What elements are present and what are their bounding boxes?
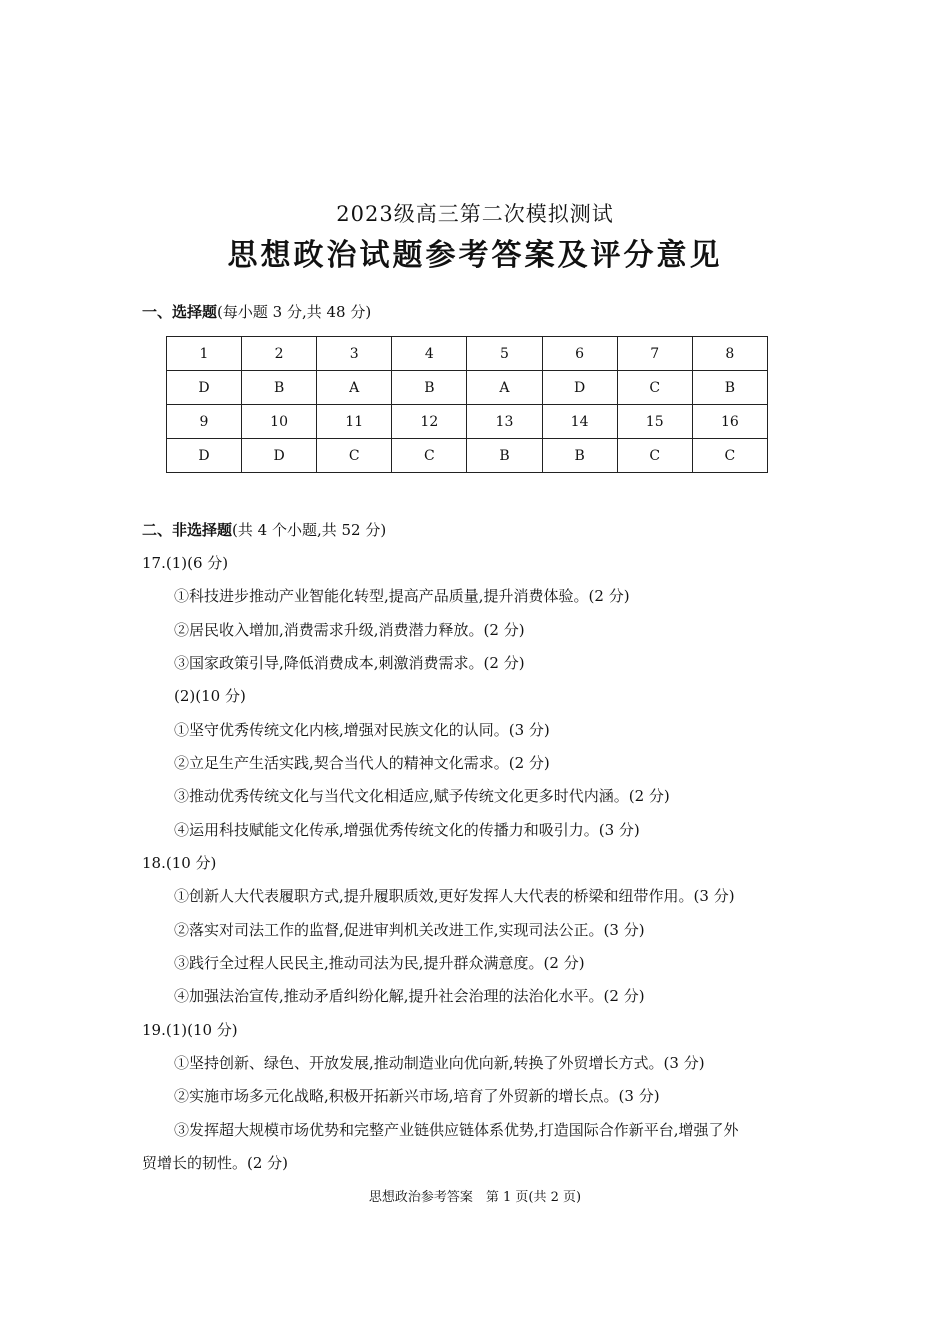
- answer-table: [166, 336, 768, 473]
- q19-item: ③发挥超大规模市场优势和完整产业链供应链体系优势,打造国际合作新平台,增强了外: [174, 1121, 739, 1139]
- q17-1-item: ②居民收入增加,消费需求升级,消费潜力释放。(2 分): [174, 621, 525, 639]
- q18-item: ③践行全过程人民民主,推动司法为民,提升群众满意度。(2 分): [174, 954, 585, 972]
- question-number-cell: 16: [692, 405, 767, 439]
- q19-item: ②实施市场多元化战略,积极开拓新兴市场,培育了外贸新的增长点。(3 分): [174, 1087, 660, 1105]
- question-number-cell: 14: [542, 405, 617, 439]
- section1-title: 一、选择题: [142, 303, 218, 321]
- q18-item: ②落实对司法工作的监督,促进审判机关改进工作,实现司法公正。(3 分): [174, 921, 645, 939]
- q18-item: ①创新人大代表履职方式,提升履职质效,更好发挥人大代表的桥梁和纽带作用。(3 分): [174, 887, 735, 905]
- q17-1-item: ③国家政策引导,降低消费成本,刺激消费需求。(2 分): [174, 654, 525, 672]
- section1-heading: [142, 301, 371, 322]
- answer-cell: D: [242, 439, 317, 473]
- q18-heading: 18.(10 分): [142, 854, 217, 872]
- answer-cell: C: [617, 371, 692, 405]
- answer-cell: C: [317, 439, 392, 473]
- q17-heading: 17.(1)(6 分): [142, 554, 229, 572]
- q17-2-item: ③推动优秀传统文化与当代文化相适应,赋予传统文化更多时代内涵。(2 分): [174, 787, 670, 805]
- answer-cell: C: [692, 439, 767, 473]
- answer-cell: D: [542, 371, 617, 405]
- q17-1-item: ①科技进步推动产业智能化转型,提高产品质量,提升消费体验。(2 分): [174, 587, 630, 605]
- question-number-cell: 8: [692, 337, 767, 371]
- answer-cell: A: [467, 371, 542, 405]
- q17-2-item: ④运用科技赋能文化传承,增强优秀传统文化的传播力和吸引力。(3 分): [174, 821, 640, 839]
- page-title: 思想政治试题参考答案及评分意见: [227, 238, 723, 273]
- section2-heading: [142, 519, 386, 540]
- answer-cell: C: [392, 439, 467, 473]
- section1-note: (每小题 3 分,共 48 分): [217, 303, 372, 321]
- question-number-cell: 6: [542, 337, 617, 371]
- answer-row: [167, 371, 768, 405]
- q19-item: ①坚持创新、绿色、开放发展,推动制造业向优向新,转换了外贸增长方式。(3 分): [174, 1054, 705, 1072]
- question-number-row: [167, 337, 768, 371]
- question-number-cell: 5: [467, 337, 542, 371]
- question-number-cell: 15: [617, 405, 692, 439]
- question-number-cell: 11: [317, 405, 392, 439]
- answer-row: [167, 439, 768, 473]
- question-number-cell: 12: [392, 405, 467, 439]
- exam-subtitle: 2023级高三第二次模拟测试: [336, 202, 614, 226]
- answer-cell: A: [317, 371, 392, 405]
- q18-item: ④加强法治宣传,推动矛盾纠纷化解,提升社会治理的法治化水平。(2 分): [174, 987, 645, 1005]
- page-footer: 思想政治参考答案 第 1 页(共 2 页): [368, 1190, 582, 1205]
- question-number-cell: 1: [167, 337, 242, 371]
- question-number-cell: 9: [167, 405, 242, 439]
- section2-note: (共 4 个小题,共 52 分): [232, 521, 387, 539]
- question-number-cell: 13: [467, 405, 542, 439]
- answer-cell: D: [167, 439, 242, 473]
- answer-cell: B: [392, 371, 467, 405]
- q17-2-item: ①坚守优秀传统文化内核,增强对民族文化的认同。(3 分): [174, 721, 550, 739]
- answer-cell: B: [242, 371, 317, 405]
- answer-cell: B: [542, 439, 617, 473]
- answer-cell: B: [467, 439, 542, 473]
- question-number-cell: 2: [242, 337, 317, 371]
- question-number-cell: 7: [617, 337, 692, 371]
- answer-cell: D: [167, 371, 242, 405]
- q19-heading: 19.(1)(10 分): [142, 1021, 238, 1039]
- question-number-row: [167, 405, 768, 439]
- question-number-cell: 4: [392, 337, 467, 371]
- question-number-cell: 3: [317, 337, 392, 371]
- question-number-cell: 10: [242, 405, 317, 439]
- q17-2-heading: (2)(10 分): [174, 687, 246, 705]
- answer-cell: C: [617, 439, 692, 473]
- answer-cell: B: [692, 371, 767, 405]
- q17-2-item: ②立足生产生活实践,契合当代人的精神文化需求。(2 分): [174, 754, 550, 772]
- section2-title: 二、非选择题: [142, 521, 233, 539]
- q19-item-continued: 贸增长的韧性。(2 分): [142, 1154, 289, 1172]
